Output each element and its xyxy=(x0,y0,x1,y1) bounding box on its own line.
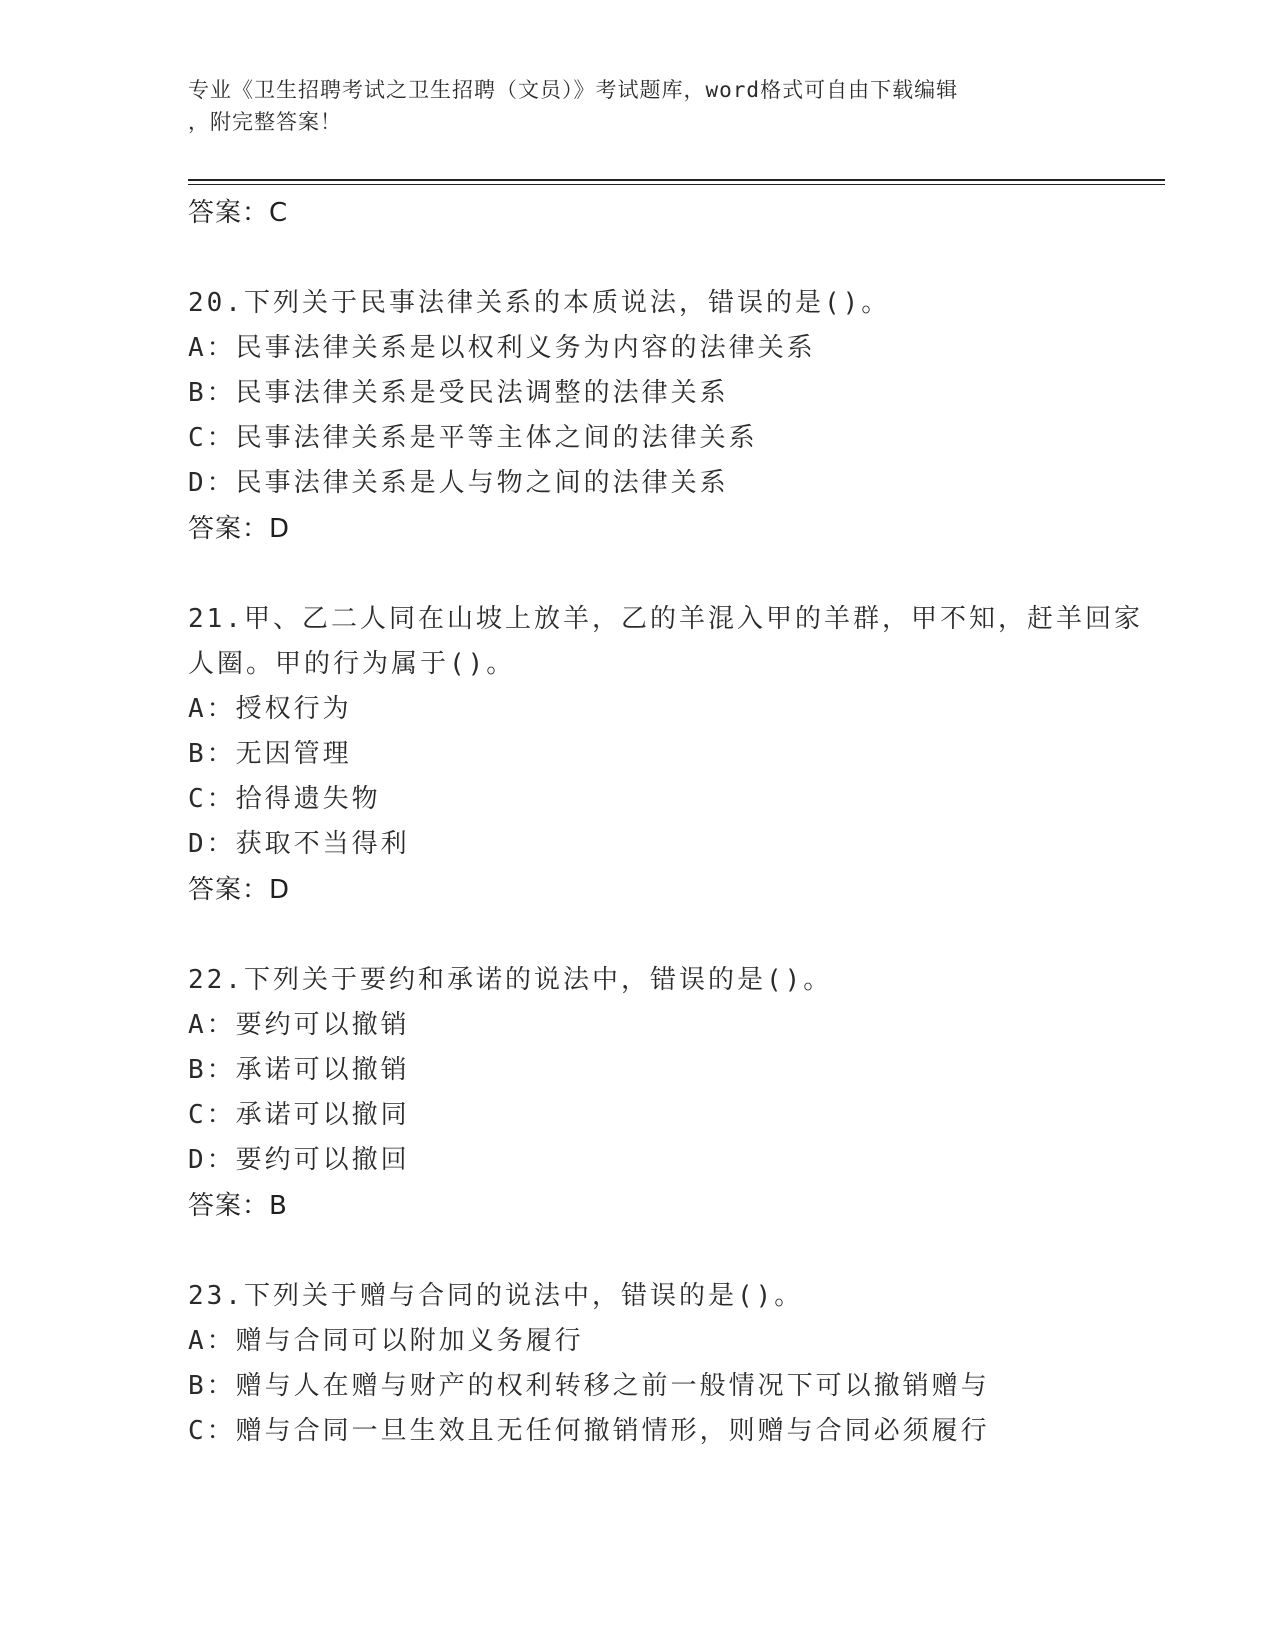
option-d: D：获取不当得利 xyxy=(188,829,410,859)
answer: 答案：D xyxy=(188,875,291,905)
option-a: A：授权行为 xyxy=(188,694,352,724)
header-divider-thick xyxy=(188,179,1165,181)
spacer xyxy=(188,236,1148,281)
question-block xyxy=(188,958,1148,1229)
option-a: A：民事法律关系是以权利义务为内容的法律关系 xyxy=(188,333,816,363)
option-c: C：赠与合同一旦生效且无任何撤销情形，则赠与合同必须履行 xyxy=(188,1416,990,1446)
option-c: C：承诺可以撤同 xyxy=(188,1100,410,1130)
spacer xyxy=(188,913,1148,958)
question-stem: 22.下列关于要约和承诺的说法中，错误的是()。 xyxy=(188,965,833,995)
option-d: D：要约可以撤回 xyxy=(188,1145,410,1175)
question-list xyxy=(188,190,1148,1454)
option-c: C：民事法律关系是平等主体之间的法律关系 xyxy=(188,423,758,453)
option-b: B：承诺可以撤销 xyxy=(188,1055,410,1085)
question-block xyxy=(188,281,1148,552)
question-stem: 23.下列关于赠与合同的说法中，错误的是()。 xyxy=(188,1281,804,1311)
option-b: B：赠与人在赠与财产的权利转移之前一般情况下可以撤销赠与 xyxy=(188,1371,990,1401)
spacer xyxy=(188,1229,1148,1274)
option-a: A：赠与合同可以附加义务履行 xyxy=(188,1326,584,1356)
header-line-1: 专业《卫生招聘考试之卫生招聘（文员）》考试题库，word格式可自由下载编辑 xyxy=(188,78,959,102)
answer: 答案：D xyxy=(188,514,291,544)
header-line-2: ，附完整答案！ xyxy=(188,110,342,134)
previous-answer: 答案：C xyxy=(188,198,289,228)
question-block xyxy=(188,1274,1148,1454)
answer: 答案：B xyxy=(188,1191,288,1221)
option-d: D：民事法律关系是人与物之间的法律关系 xyxy=(188,468,729,498)
question-stem: 21.甲、乙二人同在山坡上放羊，乙的羊混入甲的羊群，甲不知，赶羊回家人圈。甲的行为属于()。 xyxy=(188,604,1143,679)
option-b: B：民事法律关系是受民法调整的法律关系 xyxy=(188,378,729,408)
question-block xyxy=(188,597,1148,913)
option-b: B：无因管理 xyxy=(188,739,352,769)
option-a: A：要约可以撤销 xyxy=(188,1010,410,1040)
spacer xyxy=(188,552,1148,597)
option-c: C：拾得遗失物 xyxy=(188,784,381,814)
question-stem: 20.下列关于民事法律关系的本质说法，错误的是()。 xyxy=(188,288,891,318)
document-header xyxy=(188,74,1068,138)
header-divider-thin xyxy=(188,184,1165,185)
